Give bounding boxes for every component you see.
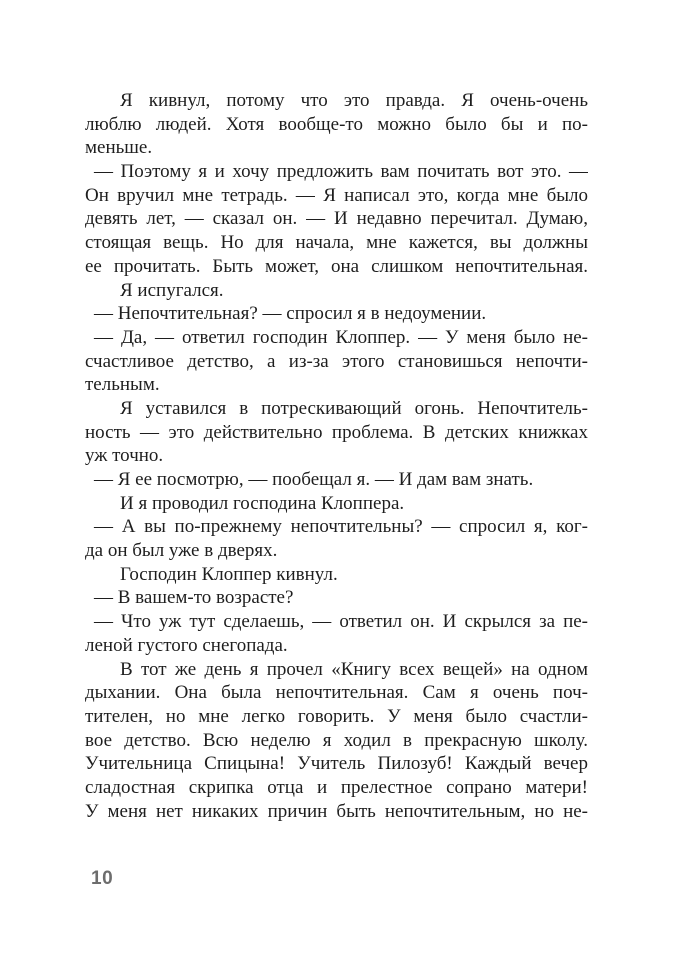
text-line: стоящая вещь. Но для начала, мне кажется, вы должны bbox=[85, 232, 588, 254]
text-line: меньше. bbox=[85, 137, 153, 159]
text-line: — Да, — ответил господин Клоппер. — У меня было не- bbox=[94, 326, 588, 348]
text-line: сладостная скрипка отца и прелестное сопрано матери! bbox=[85, 776, 588, 798]
text-line: тителен, но мне легко говорить. У меня было счастли- bbox=[85, 705, 588, 727]
text-line: И я проводил господина Клоппера. bbox=[120, 492, 405, 514]
paragraph bbox=[85, 160, 588, 278]
paragraph bbox=[85, 397, 588, 468]
text-line: ее прочитать. Быть может, она слишком непочтительная. bbox=[85, 255, 588, 277]
text-line: Господин Клоппер кивнул. bbox=[120, 563, 338, 585]
text-line: люблю людей. Хотя вообще-то можно было бы и по- bbox=[85, 113, 588, 135]
text-line: — Поэтому я и хочу предложить вам почитать вот это. — bbox=[94, 161, 588, 183]
text-line: — Я ее посмотрю, — пообещал я. — И дам вам знать. bbox=[94, 469, 534, 490]
paragraph bbox=[85, 326, 588, 397]
page-number: 10 bbox=[91, 868, 114, 889]
text-line: да он был уже в дверях. bbox=[85, 540, 278, 562]
text-line: счастливое детство, а из-за этого становишься непочти- bbox=[85, 350, 588, 372]
text-line: Я кивнул, потому что это правда. Я очень-очень bbox=[120, 90, 588, 111]
text-line: тельным. bbox=[85, 374, 160, 396]
text-line: У меня нет никаких причин быть непочтительным, но не- bbox=[85, 800, 588, 822]
text-line: вое детство. Всю неделю я ходил в прекрасную школу. bbox=[85, 729, 588, 751]
text-line: Он вручил мне тетрадь. — Я написал это, когда мне было bbox=[85, 184, 588, 206]
text-line: девять лет, — сказал он. — И недавно перечитал. Думаю, bbox=[85, 208, 588, 230]
text-line: леной густого снегопада. bbox=[85, 634, 288, 656]
text-line: ность — это действительно проблема. В детских книжках bbox=[85, 421, 588, 443]
text-line: Учительница Спицына! Учитель Пилозуб! Каждый вечер bbox=[85, 753, 588, 775]
text-line: уж точно. bbox=[85, 445, 164, 467]
paragraph bbox=[85, 89, 588, 160]
paragraph bbox=[85, 302, 588, 326]
text-line: — Непочтительная? — спросил я в недоумении. bbox=[94, 303, 487, 325]
paragraph bbox=[85, 279, 588, 303]
paragraph bbox=[85, 492, 588, 516]
text-line: Я уставился в потрескивающий огонь. Непочтитель- bbox=[120, 397, 588, 419]
text-line: — А вы по-прежнему непочтительны? — спросил я, ког- bbox=[94, 516, 588, 538]
paragraph bbox=[85, 610, 588, 657]
text-line: — В вашем-то возрасте? bbox=[94, 587, 294, 609]
page-text bbox=[85, 89, 588, 823]
paragraph bbox=[85, 586, 588, 610]
paragraph bbox=[85, 563, 588, 587]
paragraph bbox=[85, 658, 588, 824]
text-line: дыхании. Она была непочтительная. Сам я очень поч- bbox=[85, 682, 588, 704]
text-line: — Что уж тут сделаешь, — ответил он. И скрылся за пе- bbox=[94, 611, 588, 633]
paragraph bbox=[85, 468, 588, 492]
text-line: Я испугался. bbox=[120, 279, 224, 301]
paragraph bbox=[85, 515, 588, 562]
text-line: В тот же день я прочел «Книгу всех вещей» на одном bbox=[120, 658, 588, 680]
